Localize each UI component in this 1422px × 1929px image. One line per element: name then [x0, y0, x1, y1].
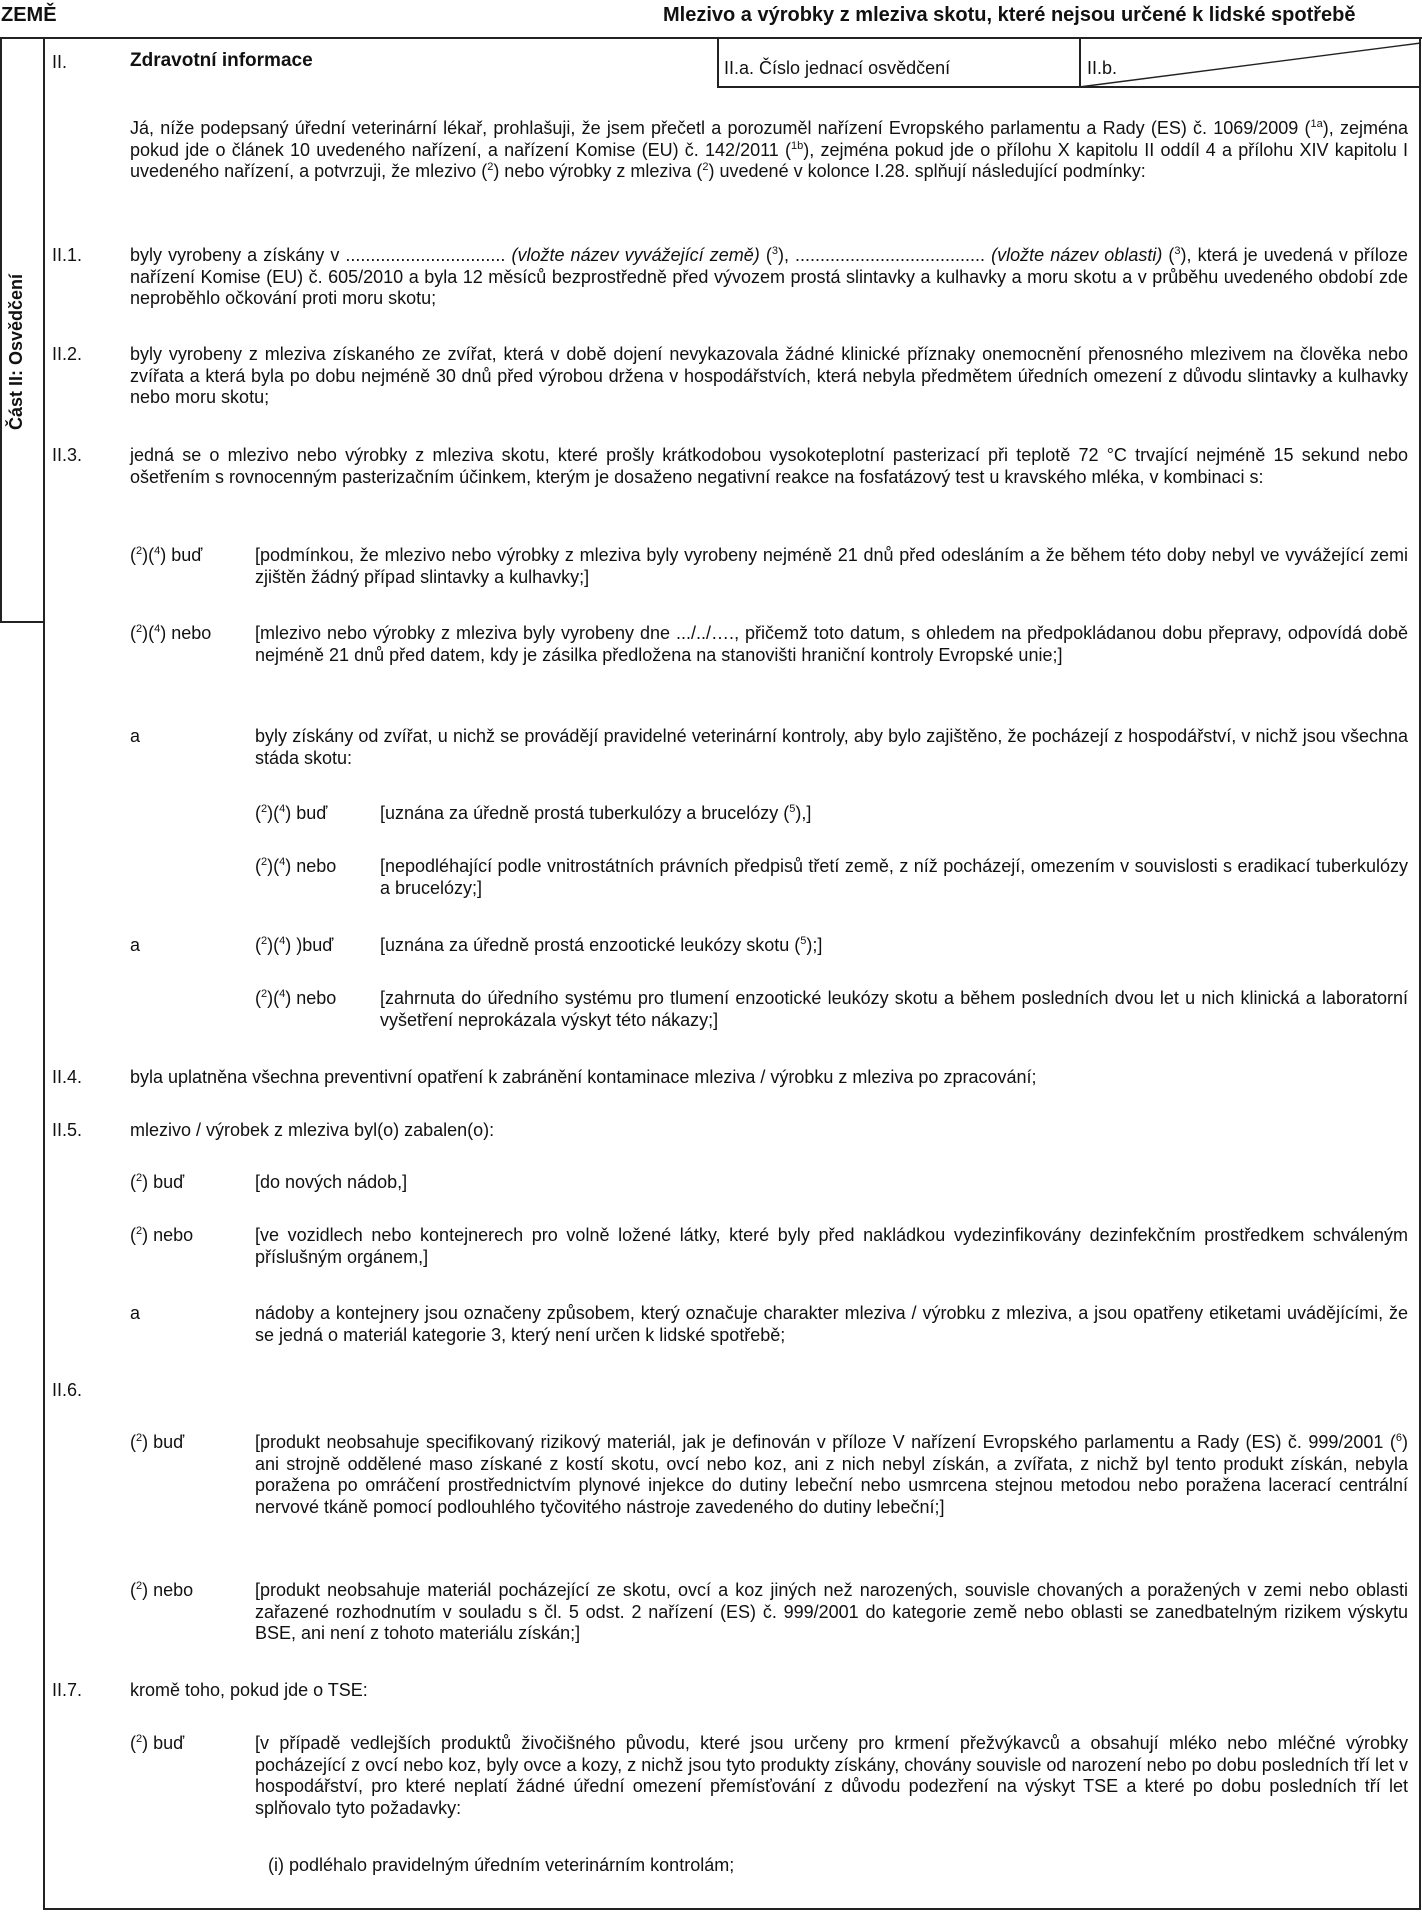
reference-label: II.b. — [1087, 58, 1118, 78]
content-left-line — [43, 37, 45, 1910]
option-label: ($^2$)($^4$) nebo — [255, 988, 337, 1008]
option-text: [v případě vedlejších produktů živočišného původu, které jsou určeny pro krmení přežvýkavců a obsahují mléko nebo mléčné výrobky pocházející z ovcí nebo koz, byly ovce a kozy, z nichž jsou tyto produkty získány, chovány souvisle od narození nebo po dobu posledních tří let v hospodářství, pro které neplatí žádné úřední omezení přemísťování z důvodu podezření na výskyt TSE a které po dobu posledních tří let splňovalo tyto požadavky: — [255, 1733, 1408, 1818]
clause-ii7-text: kromě toho, pokud jde o TSE: — [130, 1680, 368, 1700]
conjunction-label: a — [130, 935, 141, 955]
option-label: ($^2$)($^4$) nebo — [255, 856, 337, 876]
frame-left-line — [0, 37, 2, 622]
conjunction-text: byly získány od zvířat, u nichž se provádějí pravidelné veterinární kontroly, aby bylo zajištěno, že pocházejí z hospodářství, v nichž jsou všechna stáda skotu: — [255, 726, 1408, 768]
clause-ii2-text: byly vyrobeny z mleziva získaného ze zvířat, která v době dojení nevykazovala žádné klinické příznaky onemocnění přenosného mlezivem na člověka nebo zvířata a která byla po dobu nejméně 30 dnů před výrobou držena v hospodářstvích, která nebyla předmětem úředních omezení z důvodu slintavky a kulhavky nebo moru skotu; — [130, 344, 1408, 407]
frame-bottom-line — [43, 1908, 1421, 1910]
conjunction-text: nádoby a kontejnery jsou označeny způsobem, který označuje charakter mleziva / výrobku z mleziva, a jsou opatřeny etiketami uvádějícími, že se jedná o materiál kategorie 3, který není určen k lidské spotřebě; — [255, 1303, 1408, 1345]
option-text: [uznána za úředně prostá enzootické leukózy skotu ($^5$);] — [380, 935, 823, 955]
option-label: ($^2$) buď — [130, 1172, 185, 1192]
header-country: ZEMĚ — [1, 4, 57, 26]
header-title: Mlezivo a výrobky z mleziva skotu, které nejsou určené k lidské spotřebě — [663, 4, 1356, 26]
clause-number: II.5. — [52, 1120, 83, 1140]
certificate-number-label: II.a. Číslo jednací osvědčení — [724, 58, 951, 78]
option-text: [uznána za úředně prostá tuberkulózy a brucelózy ($^5$),] — [380, 803, 812, 823]
option-label: ($^2$)($^4$) buď — [130, 545, 203, 565]
option-label: ($^2$)($^4$) nebo — [130, 623, 212, 643]
conjunction-label: a — [130, 726, 141, 746]
section-title: Zdravotní informace — [130, 50, 313, 71]
option-label: ($^2$)($^4$) )buď — [255, 935, 334, 955]
option-text: [do nových nádob,] — [255, 1172, 408, 1192]
clause-ii3-text: jedná se o mlezivo nebo výrobky z mleziva skotu, které prošly krátkodobou vysokoteplotní pasterizací při teplotě 72 °C trvající nejméně 15 sekund nebo ošetřením s rovnocenným pasterizačním účinkem, kterým je dosaženo negativní reakce na fosfatázový test u kravského mléka, v kombinaci s: — [130, 445, 1408, 487]
sub-item-text: (i) podléhalo pravidelným úředním veterinárním kontrolám; — [268, 1855, 735, 1875]
option-text: [nepodléhající podle vnitrostátních právních předpisů třetí země, z níž pocházejí, omezením v souvislosti s eradikací tuberkulózy a brucelózy;] — [380, 856, 1408, 898]
clause-number: II.4. — [52, 1067, 83, 1087]
option-text: [ve vozidlech nebo kontejnerech pro volně ložené látky, které byly před nakládkou vydezinfikovány dezinfekčním prostředkem schváleným příslušným orgánem,] — [255, 1225, 1408, 1267]
clause-ii5-text: mlezivo / výrobek z mleziva byl(o) zabalen(o): — [130, 1120, 495, 1140]
side-label-bottom-line — [0, 621, 44, 623]
cert-box-left-line — [717, 37, 719, 87]
option-text: [podmínkou, že mlezivo nebo výrobky z mleziva byly vyrobeny nejméně 21 dnů před odesláním a že během této doby nebyl ve vyvážející zemi zjištěn žádný případ slintavky a kulhavky;] — [255, 545, 1408, 587]
side-label: Část II: Osvědčení — [6, 273, 26, 430]
intro-paragraph: Já, níže podepsaný úřední veterinární lékař, prohlašuji, že jsem přečetl a porozuměl nařízení Evropského parlamentu a Rady (ES) č. 1069/2009 ($^{1a}$), zejména pokud jde o článek 10 uvedeného nařízení, a nařízení Komise (EU) č. 142/2011 ($^{1b}$), zejména pokud jde o přílohu X kapitolu II oddíl 4 a přílohu XIV kapitolu I uvedeného nařízení, a potvrzuji, že mlezivo ($^2$) nebo výrobky z mleziva ($^2$) uvedené v kolonce I.28. splňují následující podmínky: — [130, 118, 1408, 181]
option-label: ($^2$) nebo — [130, 1580, 194, 1600]
clause-ii1-text: byly vyrobeny a získány v ................................ (vložte název vyvážející země) ($^3$), ...................................... (vložte název oblasti) ($^3$), která je uvedená v příloze nařízení Komise (EU) č. 605/2010 a byla 12 měsíců bezprostředně před vývozem prostá slintavky a kulhavky a moru skotu a v průběhu uvedeného období zde neproběhlo očkování proti moru skotu; — [130, 245, 1408, 308]
clause-number: II.7. — [52, 1680, 83, 1700]
clause-number: II.1. — [52, 245, 83, 265]
content-right-line — [1419, 37, 1421, 1910]
option-text: [zahrnuta do úředního systému pro tlumení enzootické leukózy skotu a během posledních dvou let u nich klinická a laboratorní vyšetření neprokázala výskyt této nákazy;] — [380, 988, 1408, 1030]
clause-ii4-text: byla uplatněna všechna preventivní opatření k zabránění kontaminace mleziva / výrobku z mleziva po zpracování; — [130, 1067, 1037, 1087]
clause-number: II.2. — [52, 344, 83, 364]
section-number: II. — [52, 52, 68, 72]
option-text: [produkt neobsahuje specifikovaný rizikový materiál, jak je definován v příloze V nařízení Evropského parlamentu a Rady (ES) č. 999/2001 ($^6$) ani strojně oddělené maso získané z kostí skotu, ovcí nebo koz, ani z nich nebyl získán, a zvířata, z nichž byl tento produkt získán, nebyla poražena po omráčení prostřednictvím plynové injekce do dutiny lebeční nebo usmrcena stejnou metodou nebo poražena lacerací centrální nervové tkáně pomocí podlouhlého tyčovitého nástroje zavedeného do dutiny lebeční;] — [255, 1432, 1408, 1517]
option-label: ($^2$) buď — [130, 1432, 185, 1452]
option-text: [produkt neobsahuje materiál pocházející ze skotu, ovcí a koz jiných než narozených, souvisle chovaných a poražených v zemi nebo oblasti zařazené rozhodnutím v souladu s čl. 5 odst. 2 nařízení (ES) č. 999/2001 do kategorie země nebo oblasti se zanedbatelným rizikem výskytu BSE, ani není z tohoto materiálu získán;] — [255, 1580, 1408, 1643]
clause-number: II.6. — [52, 1380, 83, 1400]
option-text: [mlezivo nebo výrobky z mleziva byly vyrobeny dne .../../…., přičemž toto datum, s ohledem na předpokládanou dobu přepravy, odpovídá době nejméně 21 dnů před datem, kdy je zásilka předložena na stanovišti hraniční kontroly Evropské unie;] — [255, 623, 1408, 665]
ref-box-diagonal — [1079, 37, 1421, 88]
conjunction-label: a — [130, 1303, 141, 1323]
option-label: ($^2$)($^4$) buď — [255, 803, 328, 823]
clause-number: II.3. — [52, 445, 83, 465]
option-label: ($^2$) buď — [130, 1733, 185, 1753]
option-label: ($^2$) nebo — [130, 1225, 194, 1245]
